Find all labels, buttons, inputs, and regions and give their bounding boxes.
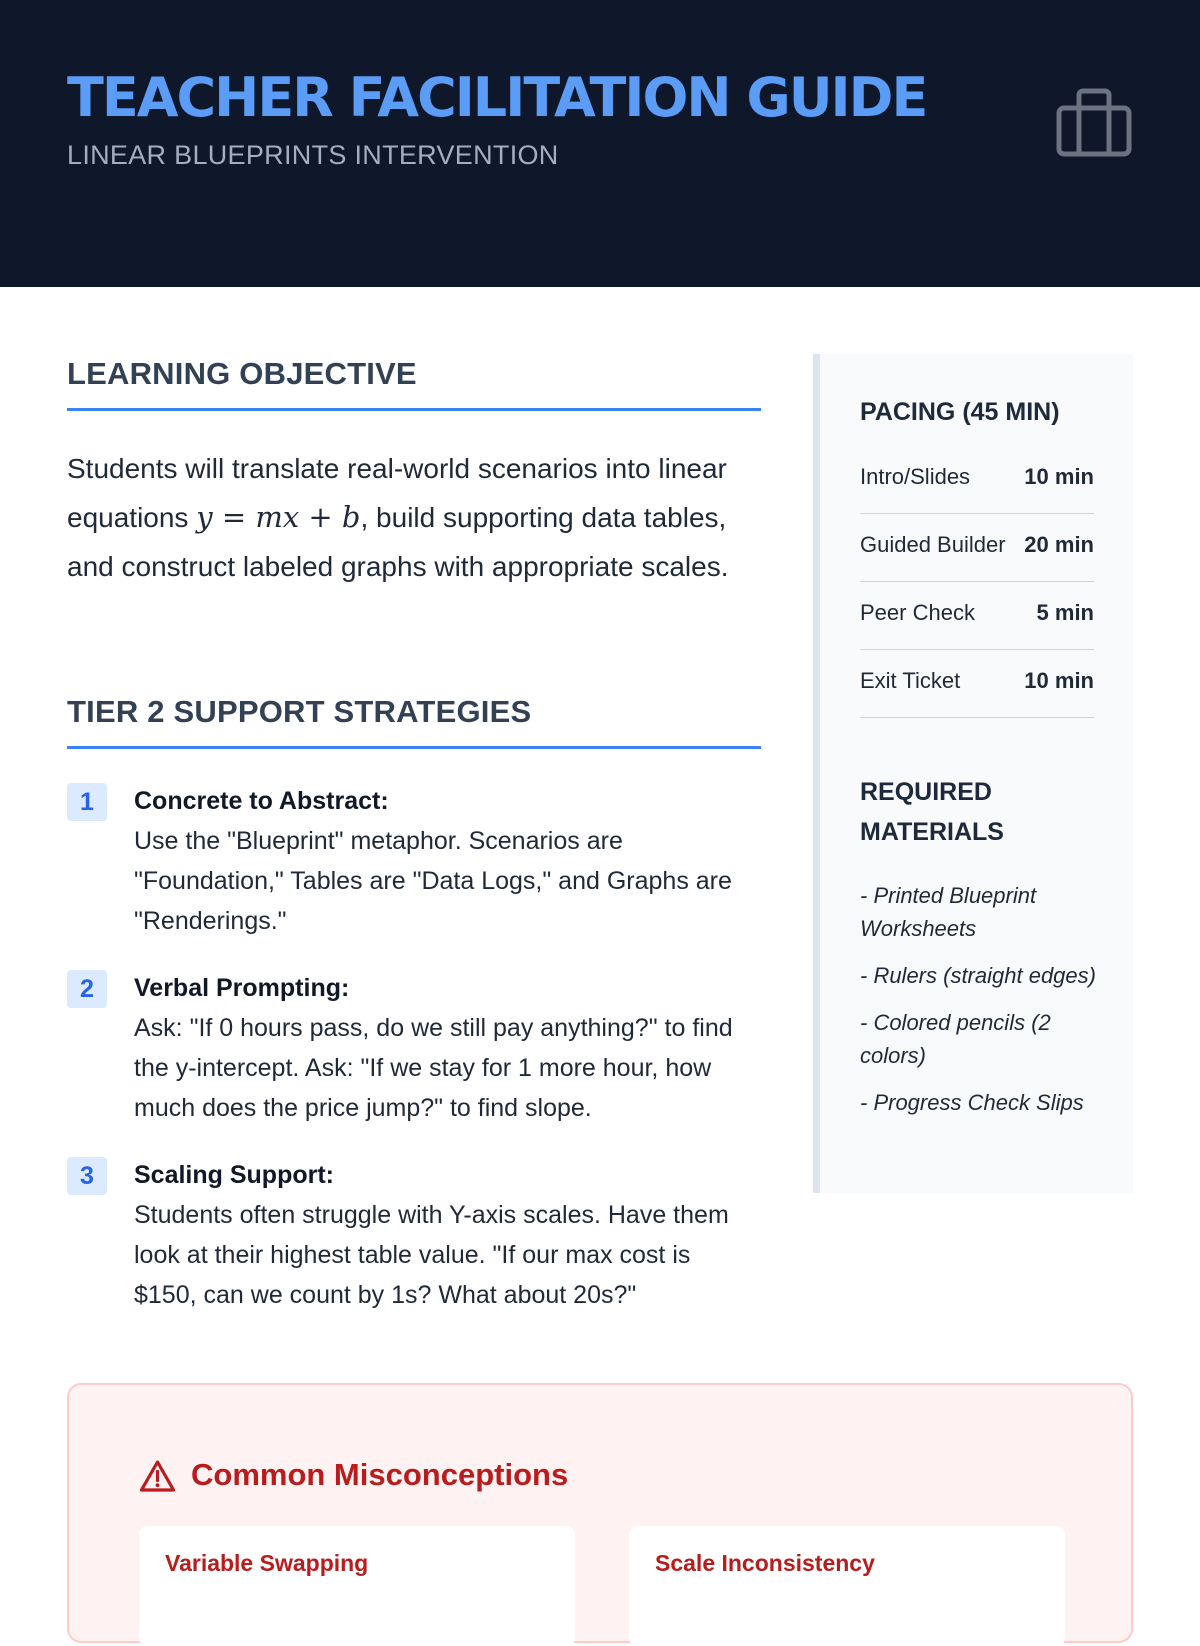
misconception-title: Scale Inconsistency: [655, 1550, 875, 1576]
pacing-row: [860, 514, 1094, 582]
materials-list: [860, 879, 1100, 1133]
pacing-row: [860, 650, 1094, 718]
page-header: [0, 0, 1200, 287]
objective-heading: LEARNING OBJECTIVE: [67, 356, 761, 411]
material-item: - Rulers (straight edges): [860, 963, 1096, 988]
strategy-body: Use the "Blueprint" metaphor. Scenarios are "Foundation," Tables are "Data Logs," and Graphs are "Renderings.": [134, 827, 732, 935]
pacing-label: Intro/Slides: [860, 464, 971, 489]
pacing-time: 10 min: [1024, 464, 1094, 489]
strategy-number-badge: 2: [67, 970, 107, 1008]
pacing-label: Guided Builder: [860, 532, 1006, 557]
pacing-heading: PACING (45 MIN): [860, 398, 1060, 426]
material-item: - Progress Check Slips: [860, 1090, 1084, 1115]
misconception-card: [139, 1526, 575, 1646]
strategies-heading: TIER 2 SUPPORT STRATEGIES: [67, 694, 761, 749]
warning-icon: [139, 1459, 176, 1493]
page-title: TEACHER FACILITATION GUIDE: [67, 66, 927, 129]
strategy-body: Students often struggle with Y-axis scales. Have them look at their highest table value. "If our max cost is $150, can we count by 1s? What about 20s?": [134, 1201, 729, 1309]
linear-equation: y = mx + b: [196, 500, 361, 534]
strategy-title: Concrete to Abstract:: [134, 787, 389, 815]
sidebar-panel: [813, 354, 1133, 1193]
misconception-title: Variable Swapping: [165, 1550, 369, 1576]
material-item: - Printed Blueprint Worksheets: [860, 883, 1037, 941]
material-item: - Colored pencils (2 colors): [860, 1010, 1051, 1068]
strategy-number-badge: 3: [67, 1157, 107, 1195]
pacing-list: [860, 446, 1094, 718]
pacing-row: [860, 582, 1094, 650]
strategy-body: Ask: "If 0 hours pass, do we still pay anything?" to find the y-intercept. Ask: "If we stay for 1 more hour, how much does the price jump?" to find slope.: [134, 1014, 733, 1122]
objective-text: [67, 444, 747, 591]
misconceptions-panel: [67, 1383, 1133, 1643]
briefcase-icon: [1055, 86, 1133, 158]
strategy-title: Scaling Support:: [134, 1161, 334, 1189]
pacing-label: Peer Check: [860, 600, 975, 625]
materials-heading: REQUIRED MATERIALS: [860, 778, 1004, 846]
pacing-label: Exit Ticket: [860, 668, 961, 693]
pacing-time: 20 min: [1024, 532, 1094, 557]
misconceptions-heading: Common Misconceptions: [191, 1457, 569, 1492]
pacing-time: 10 min: [1024, 668, 1094, 693]
page-subtitle: LINEAR BLUEPRINTS INTERVENTION: [67, 140, 559, 170]
misconception-card: [629, 1526, 1065, 1646]
pacing-row: [860, 446, 1094, 514]
objective-text-end: , build supporting data tables, and construct labeled graphs with appropriate scales.: [67, 502, 729, 582]
strategy-title: Verbal Prompting:: [134, 974, 350, 1002]
objective-text-start: Students will translate real-world scenarios into linear equations: [67, 453, 727, 533]
strategy-number-badge: 1: [67, 783, 107, 821]
pacing-time: 5 min: [1036, 600, 1094, 625]
